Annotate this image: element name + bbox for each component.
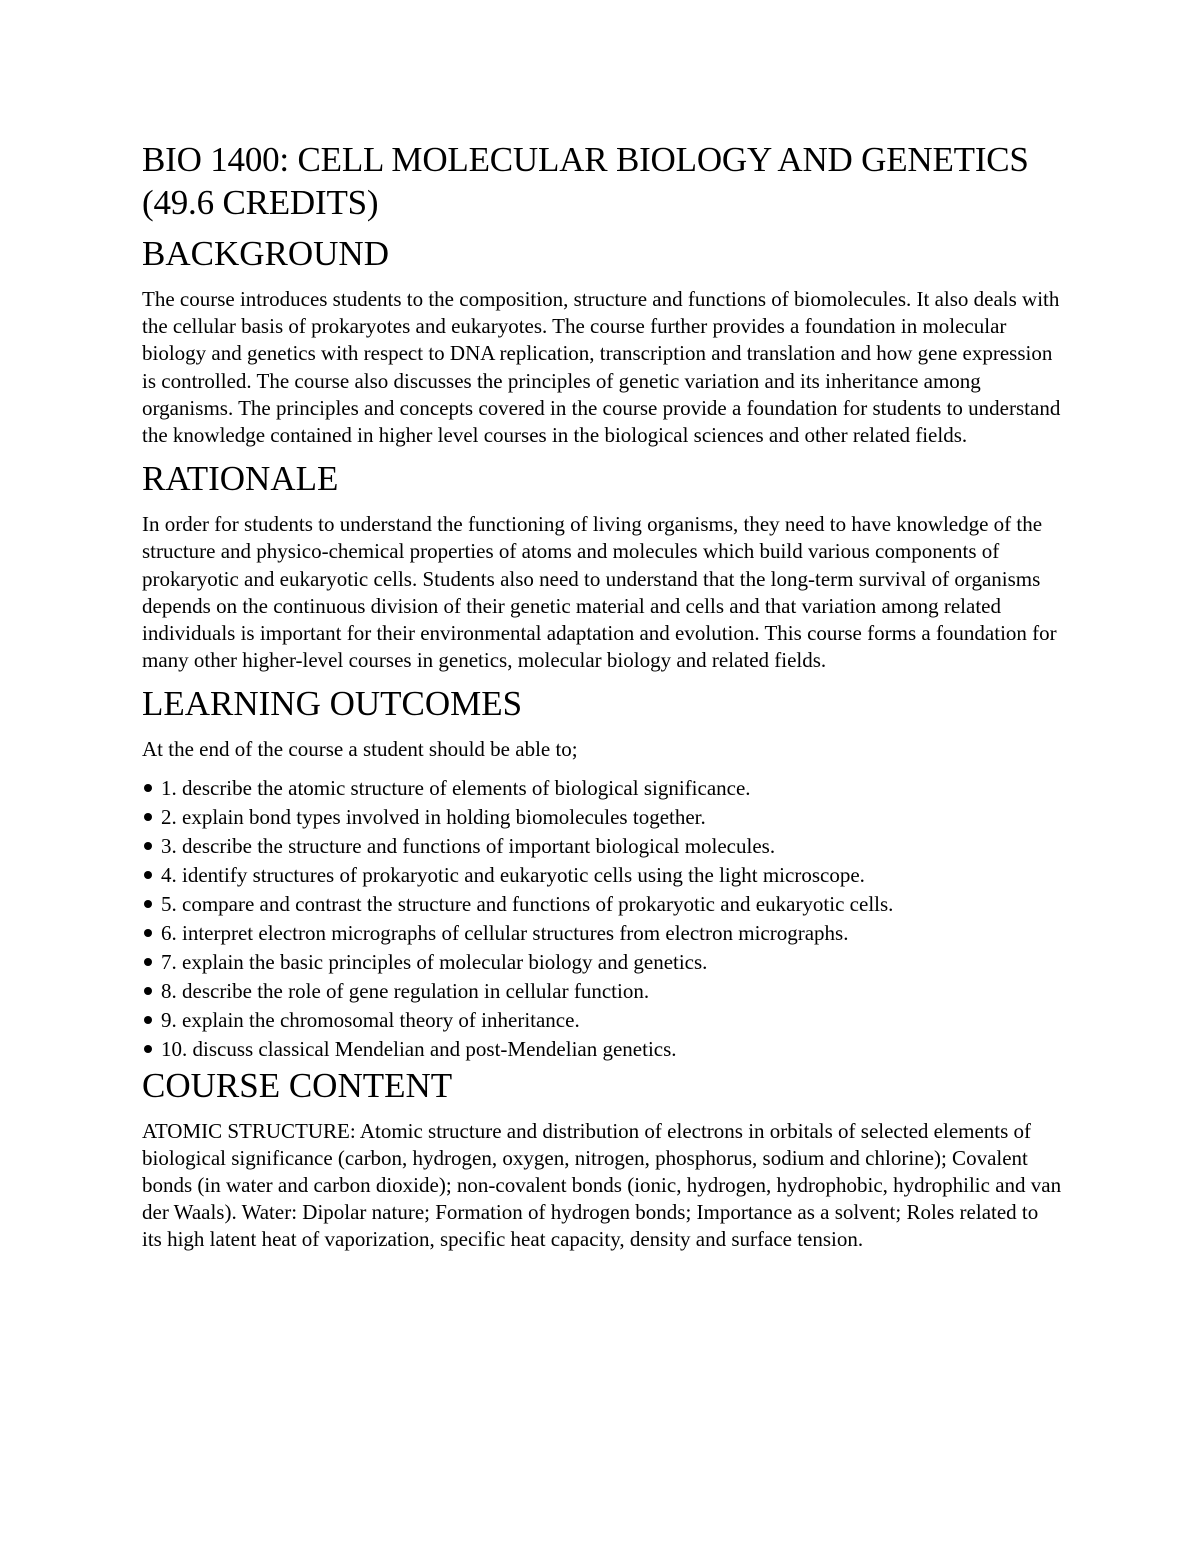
list-item bbox=[142, 1035, 1062, 1064]
learning-outcomes-heading: LEARNING OUTCOMES bbox=[142, 684, 523, 724]
list-item-text: 6. interpret electron micrographs of cellular structures from electron micrographs. bbox=[161, 920, 849, 945]
bullet-icon bbox=[144, 871, 152, 879]
bullet-icon bbox=[144, 784, 152, 792]
list-item bbox=[142, 832, 1062, 861]
document-title: BIO 1400: CELL MOLECULAR BIOLOGY AND GENETICS (49.6 CREDITS) bbox=[142, 140, 1029, 222]
list-item-text: 1. describe the atomic structure of elements of biological significance. bbox=[161, 775, 751, 800]
bullet-icon bbox=[144, 1045, 152, 1053]
rationale-text: In order for students to understand the functioning of living organisms, they need to have knowledge of the structure and physico-chemical properties of atoms and molecules which build various components of prokaryotic and eukaryotic cells. Students also need to understand that the long-term survival of organisms depends on the continuous division of their genetic material and cells and that variation among related individuals is important for their environmental adaptation and evolution. This course forms a foundation for many other higher-level courses in genetics, molecular biology and related fields. bbox=[142, 512, 1057, 673]
bullet-icon bbox=[144, 813, 152, 821]
list-item-text: 5. compare and contrast the structure and functions of prokaryotic and eukaryotic cells. bbox=[161, 891, 894, 916]
learning-outcomes-list bbox=[142, 774, 1062, 1064]
learning-outcomes-intro: At the end of the course a student should be able to; bbox=[142, 737, 578, 762]
list-item-text: 8. describe the role of gene regulation in cellular function. bbox=[161, 978, 650, 1003]
list-item bbox=[142, 803, 1062, 832]
document-page bbox=[142, 138, 1062, 1264]
list-item-text: 3. describe the structure and functions of important biological molecules. bbox=[161, 833, 776, 858]
rationale-heading: RATIONALE bbox=[142, 459, 339, 499]
bullet-icon bbox=[144, 900, 152, 908]
list-item bbox=[142, 890, 1062, 919]
bullet-icon bbox=[144, 987, 152, 995]
list-item bbox=[142, 774, 1062, 803]
background-text: The course introduces students to the composition, structure and functions of biomolecules. It also deals with the cellular basis of prokaryotes and eukaryotes. The course further provides a foundation in molecular biology and genetics with respect to DNA replication, transcription and translation and how gene expression is controlled. The course also discusses the principles of genetic variation and its inheritance among organisms. The principles and concepts covered in the course provide a foundation for students to understand the knowledge contained in higher level courses in the biological sciences and other related fields. bbox=[142, 287, 1061, 448]
list-item-text: 9. explain the chromosomal theory of inheritance. bbox=[161, 1007, 580, 1032]
bullet-icon bbox=[144, 842, 152, 850]
list-item-text: 10. discuss classical Mendelian and post-Mendelian genetics. bbox=[161, 1036, 677, 1061]
bullet-icon bbox=[144, 1016, 152, 1024]
list-item bbox=[142, 861, 1062, 890]
background-heading: BACKGROUND bbox=[142, 234, 389, 273]
list-item-text: 7. explain the basic principles of molecular biology and genetics. bbox=[161, 949, 708, 974]
list-item-text: 4. identify structures of prokaryotic and eukaryotic cells using the light microscope. bbox=[161, 862, 865, 887]
list-item bbox=[142, 948, 1062, 977]
list-item-text: 2. explain bond types involved in holding biomolecules together. bbox=[161, 804, 706, 829]
list-item bbox=[142, 919, 1062, 948]
list-item bbox=[142, 1006, 1062, 1035]
bullet-icon bbox=[144, 929, 152, 937]
course-content-heading: COURSE CONTENT bbox=[142, 1065, 453, 1105]
course-content-text: ATOMIC STRUCTURE: Atomic structure and distribution of electrons in orbitals of selected elements of biological significance (carbon, hydrogen, oxygen, nitrogen, phosphorus, sodium and chlorine); Covalent bonds (in water and carbon dioxide); non-covalent bonds (ionic, hydrogen, hydrophobic, hydrophilic and van der Waals). Water: Dipolar nature; Formation of hydrogen bonds; Importance as a solvent; Roles related to its high latent heat of vaporization, specific heat capacity, density and surface tension. bbox=[142, 1118, 1062, 1252]
bullet-icon bbox=[144, 958, 152, 966]
list-item bbox=[142, 977, 1062, 1006]
